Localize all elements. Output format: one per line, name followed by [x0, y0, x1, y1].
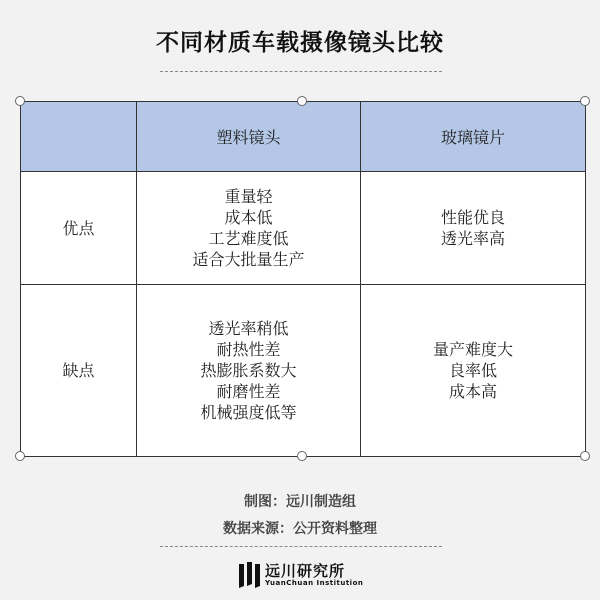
header-plastic-lens: 塑料镜头: [137, 102, 361, 172]
credit-source: 数据来源：公开资料整理: [223, 521, 377, 537]
cell-line: 性能优良: [440, 208, 505, 227]
resize-handle-bottom-left[interactable]: [15, 451, 25, 461]
cell-line: 良率低: [448, 361, 497, 380]
cell-plastic-disadvantages: [137, 285, 361, 457]
logo-bars-icon: [239, 562, 261, 588]
page-title: 不同材质车载摄像镜头比较: [156, 30, 444, 56]
table-header-row: [21, 102, 586, 172]
resize-handle-bottom-right[interactable]: [580, 451, 590, 461]
cell-line: 成本高: [448, 382, 497, 401]
resize-handle-bottom-middle[interactable]: [297, 451, 307, 461]
row-label-disadvantages: 缺点: [21, 285, 137, 457]
row-label-advantages: 优点: [21, 172, 137, 285]
cell-glass-advantages: [361, 172, 586, 285]
resize-handle-top-right[interactable]: [580, 96, 590, 106]
cell-line: 重量轻: [224, 187, 273, 206]
cell-line: 机械强度低等: [200, 403, 297, 422]
cell-line: 成本低: [224, 208, 273, 227]
table-row-advantages: [21, 172, 586, 285]
cell-line: 适合大批量生产: [192, 250, 305, 269]
logo-text-cn: 远川研究所: [265, 562, 346, 580]
cell-line: 耐热性差: [216, 340, 281, 359]
resize-handle-top-left[interactable]: [15, 96, 25, 106]
credit-made-by: 制图：远川制造组: [244, 494, 356, 510]
cell-line: 透光率高: [440, 229, 505, 248]
cell-line: 耐磨性差: [216, 382, 281, 401]
cell-plastic-advantages: [137, 172, 361, 285]
cell-glass-disadvantages: [361, 285, 586, 457]
header-glass-lens: 玻璃镜片: [361, 102, 586, 172]
divider-top: [160, 71, 442, 72]
table-row-disadvantages: [21, 285, 586, 457]
resize-handle-top-middle[interactable]: [297, 96, 307, 106]
logo-text-en: YuanChuan Institution: [265, 579, 364, 587]
header-empty: [21, 102, 137, 172]
cell-line: 工艺难度低: [208, 229, 289, 248]
cell-line: 透光率稍低: [208, 319, 289, 338]
comparison-table: [20, 101, 586, 457]
cell-line: 量产难度大: [432, 340, 513, 359]
cell-line: 热膨胀系数大: [200, 361, 297, 380]
divider-bottom: [160, 546, 442, 547]
